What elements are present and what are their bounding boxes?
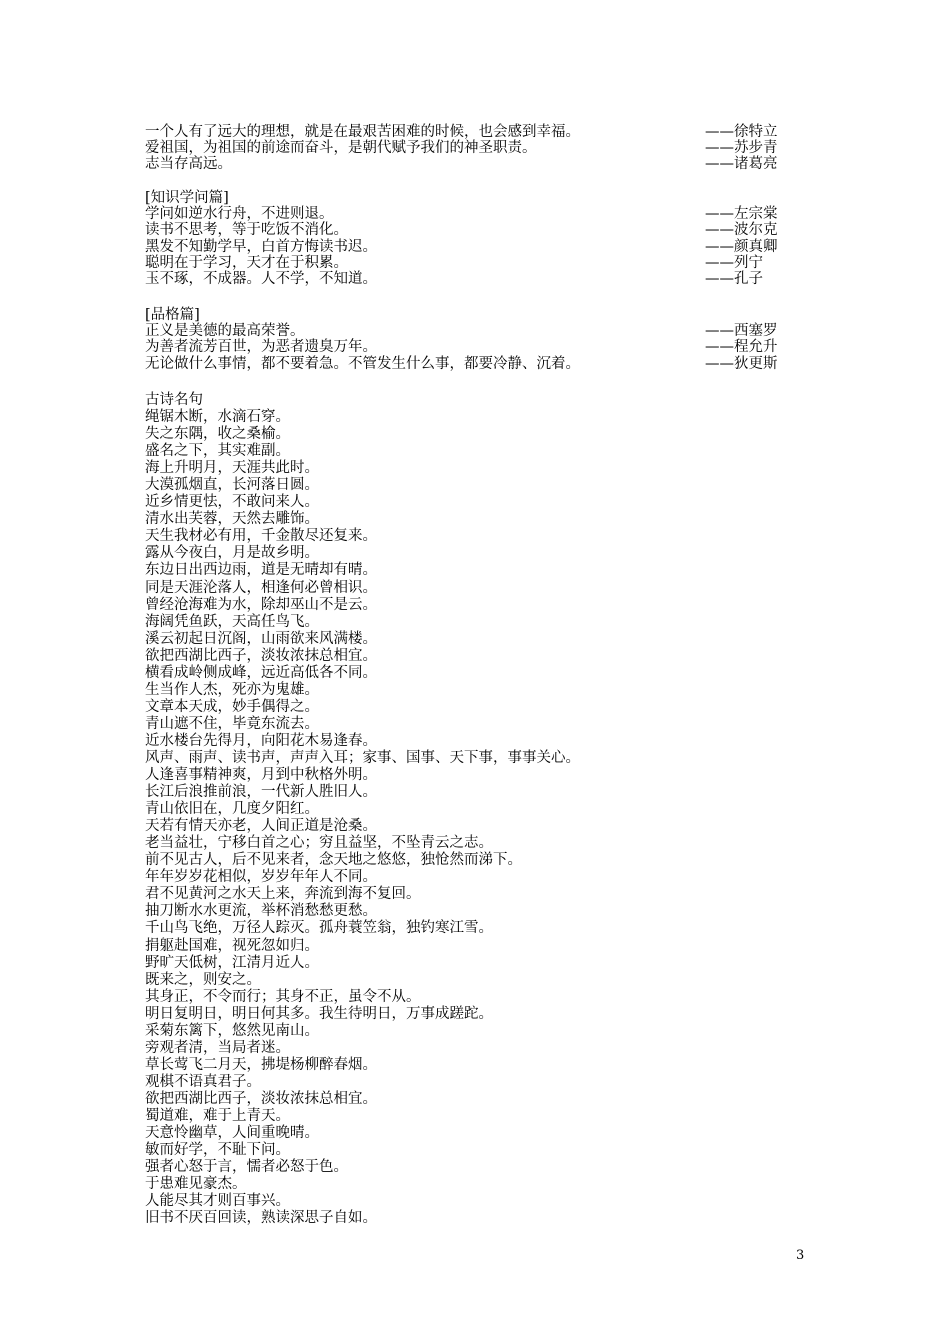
poem-line: 强者心怒于言，懦者必怒于色。 — [145, 1159, 348, 1176]
quote-author: ——孔子 — [705, 270, 763, 287]
poem-line: 于患难见豪杰。 — [145, 1176, 247, 1193]
poem-line: 盛名之下，其实难副。 — [145, 443, 290, 460]
poem-line: 青山依旧在，几度夕阳红。 — [145, 801, 319, 818]
poem-line: 旁观者清，当局者迷。 — [145, 1039, 290, 1056]
quote-author: ——颜真卿 — [705, 238, 778, 255]
quote-line — [145, 356, 795, 372]
poem-line: 清水出芙蓉，天然去雕饰。 — [145, 511, 319, 528]
page-number: 3 — [796, 1248, 805, 1263]
quote-author: ——苏步青 — [705, 140, 778, 157]
poem-line: 长江后浪推前浪，一代新人胜旧人。 — [145, 784, 377, 801]
quote-text: 无论做什么事情，都不要着急。不管发生什么事，都要冷静、沉着。 — [145, 355, 580, 372]
quote-author: ——徐特立 — [705, 124, 778, 140]
poem-line: 天意怜幽草，人间重晚晴。 — [145, 1125, 319, 1142]
quote-line — [145, 239, 795, 255]
poem-line: 前不见古人，后不见来者，念天地之悠悠，独怆然而涕下。 — [145, 852, 522, 869]
character-section — [145, 307, 795, 372]
quote-line — [145, 156, 795, 172]
poem-line: 文章本天成，妙手偶得之。 — [145, 698, 319, 715]
poem-line: 明日复明日，明日何其多。我生待明日，万事成蹉跎。 — [145, 1005, 493, 1022]
quote-line — [145, 222, 795, 238]
quote-author: ——狄更斯 — [705, 355, 778, 372]
poem-line: 曾经沧海难为水，除却巫山不是云。 — [145, 596, 377, 613]
quote-author: ——列宁 — [705, 254, 763, 271]
knowledge-section — [145, 190, 795, 287]
poem-line: 年年岁岁花相似，岁岁年年人不同。 — [145, 869, 377, 886]
poem-line: 海阔凭鱼跃，天高任鸟飞。 — [145, 613, 319, 630]
poem-line: 旧书不厌百回读，熟读深思子自如。 — [145, 1210, 377, 1227]
poem-line: 横看成岭侧成峰，远近高低各不同。 — [145, 664, 377, 681]
quote-text: 爱祖国，为祖国的前途而奋斗，是朝代赋予我们的神圣职责。 — [145, 140, 537, 157]
poem-line: 欲把西湖比西子，淡妆浓抹总相宜。 — [145, 1090, 377, 1107]
poem-line: 观棋不语真君子。 — [145, 1073, 261, 1090]
quote-line — [145, 140, 795, 156]
poem-line: 蜀道难，难于上青天。 — [145, 1107, 290, 1124]
poem-line: 东边日出西边雨，道是无晴却有晴。 — [145, 562, 377, 579]
poem-line: 野旷天低树，江清月近人。 — [145, 954, 319, 971]
poem-line: 千山鸟飞绝，万径人踪灭。孤舟蓑笠翁，独钓寒江雪。 — [145, 920, 493, 937]
quote-text: 一个人有了远大的理想，就是在最艰苦困难的时候，也会感到幸福。 — [145, 124, 580, 140]
poem-line: 采菊东篱下，悠然见南山。 — [145, 1022, 319, 1039]
poem-line: 天若有情天亦老，人间正道是沧桑。 — [145, 818, 377, 835]
quote-author: ——波尔克 — [705, 222, 778, 239]
quote-text: 玉不琢，不成器。人不学，不知道。 — [145, 270, 377, 287]
poem-line: 敏而好学，不耻下问。 — [145, 1142, 290, 1159]
quote-text: 聪明在于学习，天才在于积累。 — [145, 254, 348, 271]
poems-section — [145, 392, 795, 1227]
section-heading: [品格篇] — [145, 307, 200, 323]
quote-author: ——程允升 — [705, 339, 778, 356]
section-heading: 古诗名句 — [145, 392, 203, 408]
ideals-section — [145, 124, 795, 173]
poem-line: 同是天涯沦落人，相逢何必曾相识。 — [145, 579, 377, 596]
poem-line: 露从今夜白，月是故乡明。 — [145, 545, 319, 562]
quote-author: ——诸葛亮 — [705, 156, 778, 173]
poem-line: 人逢喜事精神爽，月到中秋格外明。 — [145, 767, 377, 784]
poem-line: 君不见黄河之水天上来，奔流到海不复回。 — [145, 886, 421, 903]
quote-text: 为善者流芳百世，为恶者遗臭万年。 — [145, 339, 377, 356]
quote-text: 正义是美德的最高荣誉。 — [145, 323, 305, 340]
poem-line: 风声、雨声、读书声，声声入耳；家事、国事、天下事，事事关心。 — [145, 749, 580, 766]
poem-line: 老当益壮，宁移白首之心；穷且益坚，不坠青云之志。 — [145, 835, 493, 852]
poem-line: 生当作人杰，死亦为鬼雄。 — [145, 681, 319, 698]
quote-author: ——西塞罗 — [705, 323, 778, 340]
poem-line: 溪云初起日沉阁，山雨欲来风满楼。 — [145, 630, 377, 647]
section-heading: [知识学问篇] — [145, 190, 229, 206]
quote-line — [145, 339, 795, 355]
poem-line: 绳锯木断，水滴石穿。 — [145, 409, 290, 426]
poem-line: 大漠孤烟直，长河落日圆。 — [145, 477, 319, 494]
poem-line: 其身正，不令而行；其身不正，虽令不从。 — [145, 988, 421, 1005]
poem-line: 草长莺飞二月天，拂堤杨柳醉春烟。 — [145, 1056, 377, 1073]
quote-line — [145, 323, 795, 339]
poem-line: 近水楼台先得月，向阳花木易逢春。 — [145, 732, 377, 749]
poem-line: 近乡情更怯，不敢问来人。 — [145, 494, 319, 511]
quote-line — [145, 124, 795, 140]
poem-line: 抽刀断水水更流，举杯消愁愁更愁。 — [145, 903, 377, 920]
poem-line: 欲把西湖比西子，淡妆浓抹总相宜。 — [145, 647, 377, 664]
quote-text: 学问如逆水行舟，不进则退。 — [145, 206, 334, 223]
quote-text: 志当存高远。 — [145, 156, 232, 173]
quote-line — [145, 271, 795, 287]
poem-line: 天生我材必有用，千金散尽还复来。 — [145, 528, 377, 545]
quote-text: 黑发不知勤学早，白首方悔读书迟。 — [145, 238, 377, 255]
poem-line: 海上升明月，天涯共此时。 — [145, 460, 319, 477]
poem-list — [145, 409, 795, 1227]
poem-line: 青山遮不住，毕竟东流去。 — [145, 715, 319, 732]
quote-text: 读书不思考，等于吃饭不消化。 — [145, 222, 348, 239]
quote-line — [145, 255, 795, 271]
poem-line: 既来之，则安之。 — [145, 971, 261, 988]
poem-line: 捐躯赴国难，视死忽如归。 — [145, 937, 319, 954]
poem-line: 失之东隅，收之桑榆。 — [145, 426, 290, 443]
poem-line: 人能尽其才则百事兴。 — [145, 1193, 290, 1210]
quote-author: ——左宗棠 — [705, 206, 778, 223]
quote-line — [145, 206, 795, 222]
